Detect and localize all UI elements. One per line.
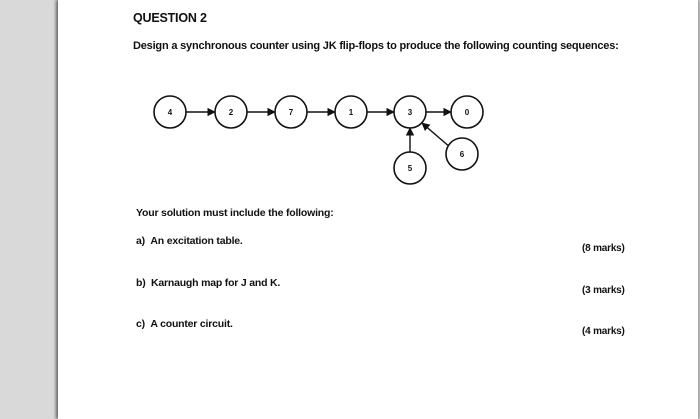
transition-6-to-3 — [422, 123, 451, 148]
requirement-item-b — [136, 277, 280, 289]
state-node-6 — [446, 138, 478, 170]
state-label-3: 3 — [407, 108, 413, 117]
state-label-6: 6 — [459, 150, 465, 159]
question-prompt: Design a synchronous counter using JK flip-flops to produce the following counting sequences: — [133, 40, 619, 52]
question-title: QUESTION 2 — [133, 11, 207, 25]
state-node-7 — [275, 96, 307, 128]
state-node-3 — [394, 96, 426, 128]
state-label-7: 7 — [288, 108, 294, 117]
state-label-0: 0 — [464, 108, 470, 117]
state-label-5: 5 — [407, 164, 413, 173]
marks-c: (4 marks) — [582, 326, 625, 337]
requirements-heading: Your solution must include the following: — [136, 207, 334, 219]
requirement-label: b) — [136, 277, 146, 289]
requirement-item-c — [136, 318, 233, 330]
state-node-2 — [215, 96, 247, 128]
requirement-text: Karnaugh map for J and K. — [150, 277, 281, 289]
marks-a: (8 marks) — [582, 243, 625, 254]
requirement-label: c) — [136, 318, 145, 330]
state-node-5 — [394, 152, 426, 184]
state-node-4 — [154, 96, 186, 128]
state-label-1: 1 — [348, 108, 354, 117]
requirement-item-a — [136, 235, 243, 247]
state-node-0 — [451, 96, 483, 128]
requirement-text: An excitation table. — [150, 235, 243, 247]
state-label-2: 2 — [228, 108, 234, 117]
requirement-label: a) — [136, 235, 145, 247]
requirement-text: A counter circuit. — [150, 318, 233, 330]
state-label-4: 4 — [167, 108, 173, 117]
marks-b: (3 marks) — [582, 285, 625, 296]
state-node-1 — [335, 96, 367, 128]
